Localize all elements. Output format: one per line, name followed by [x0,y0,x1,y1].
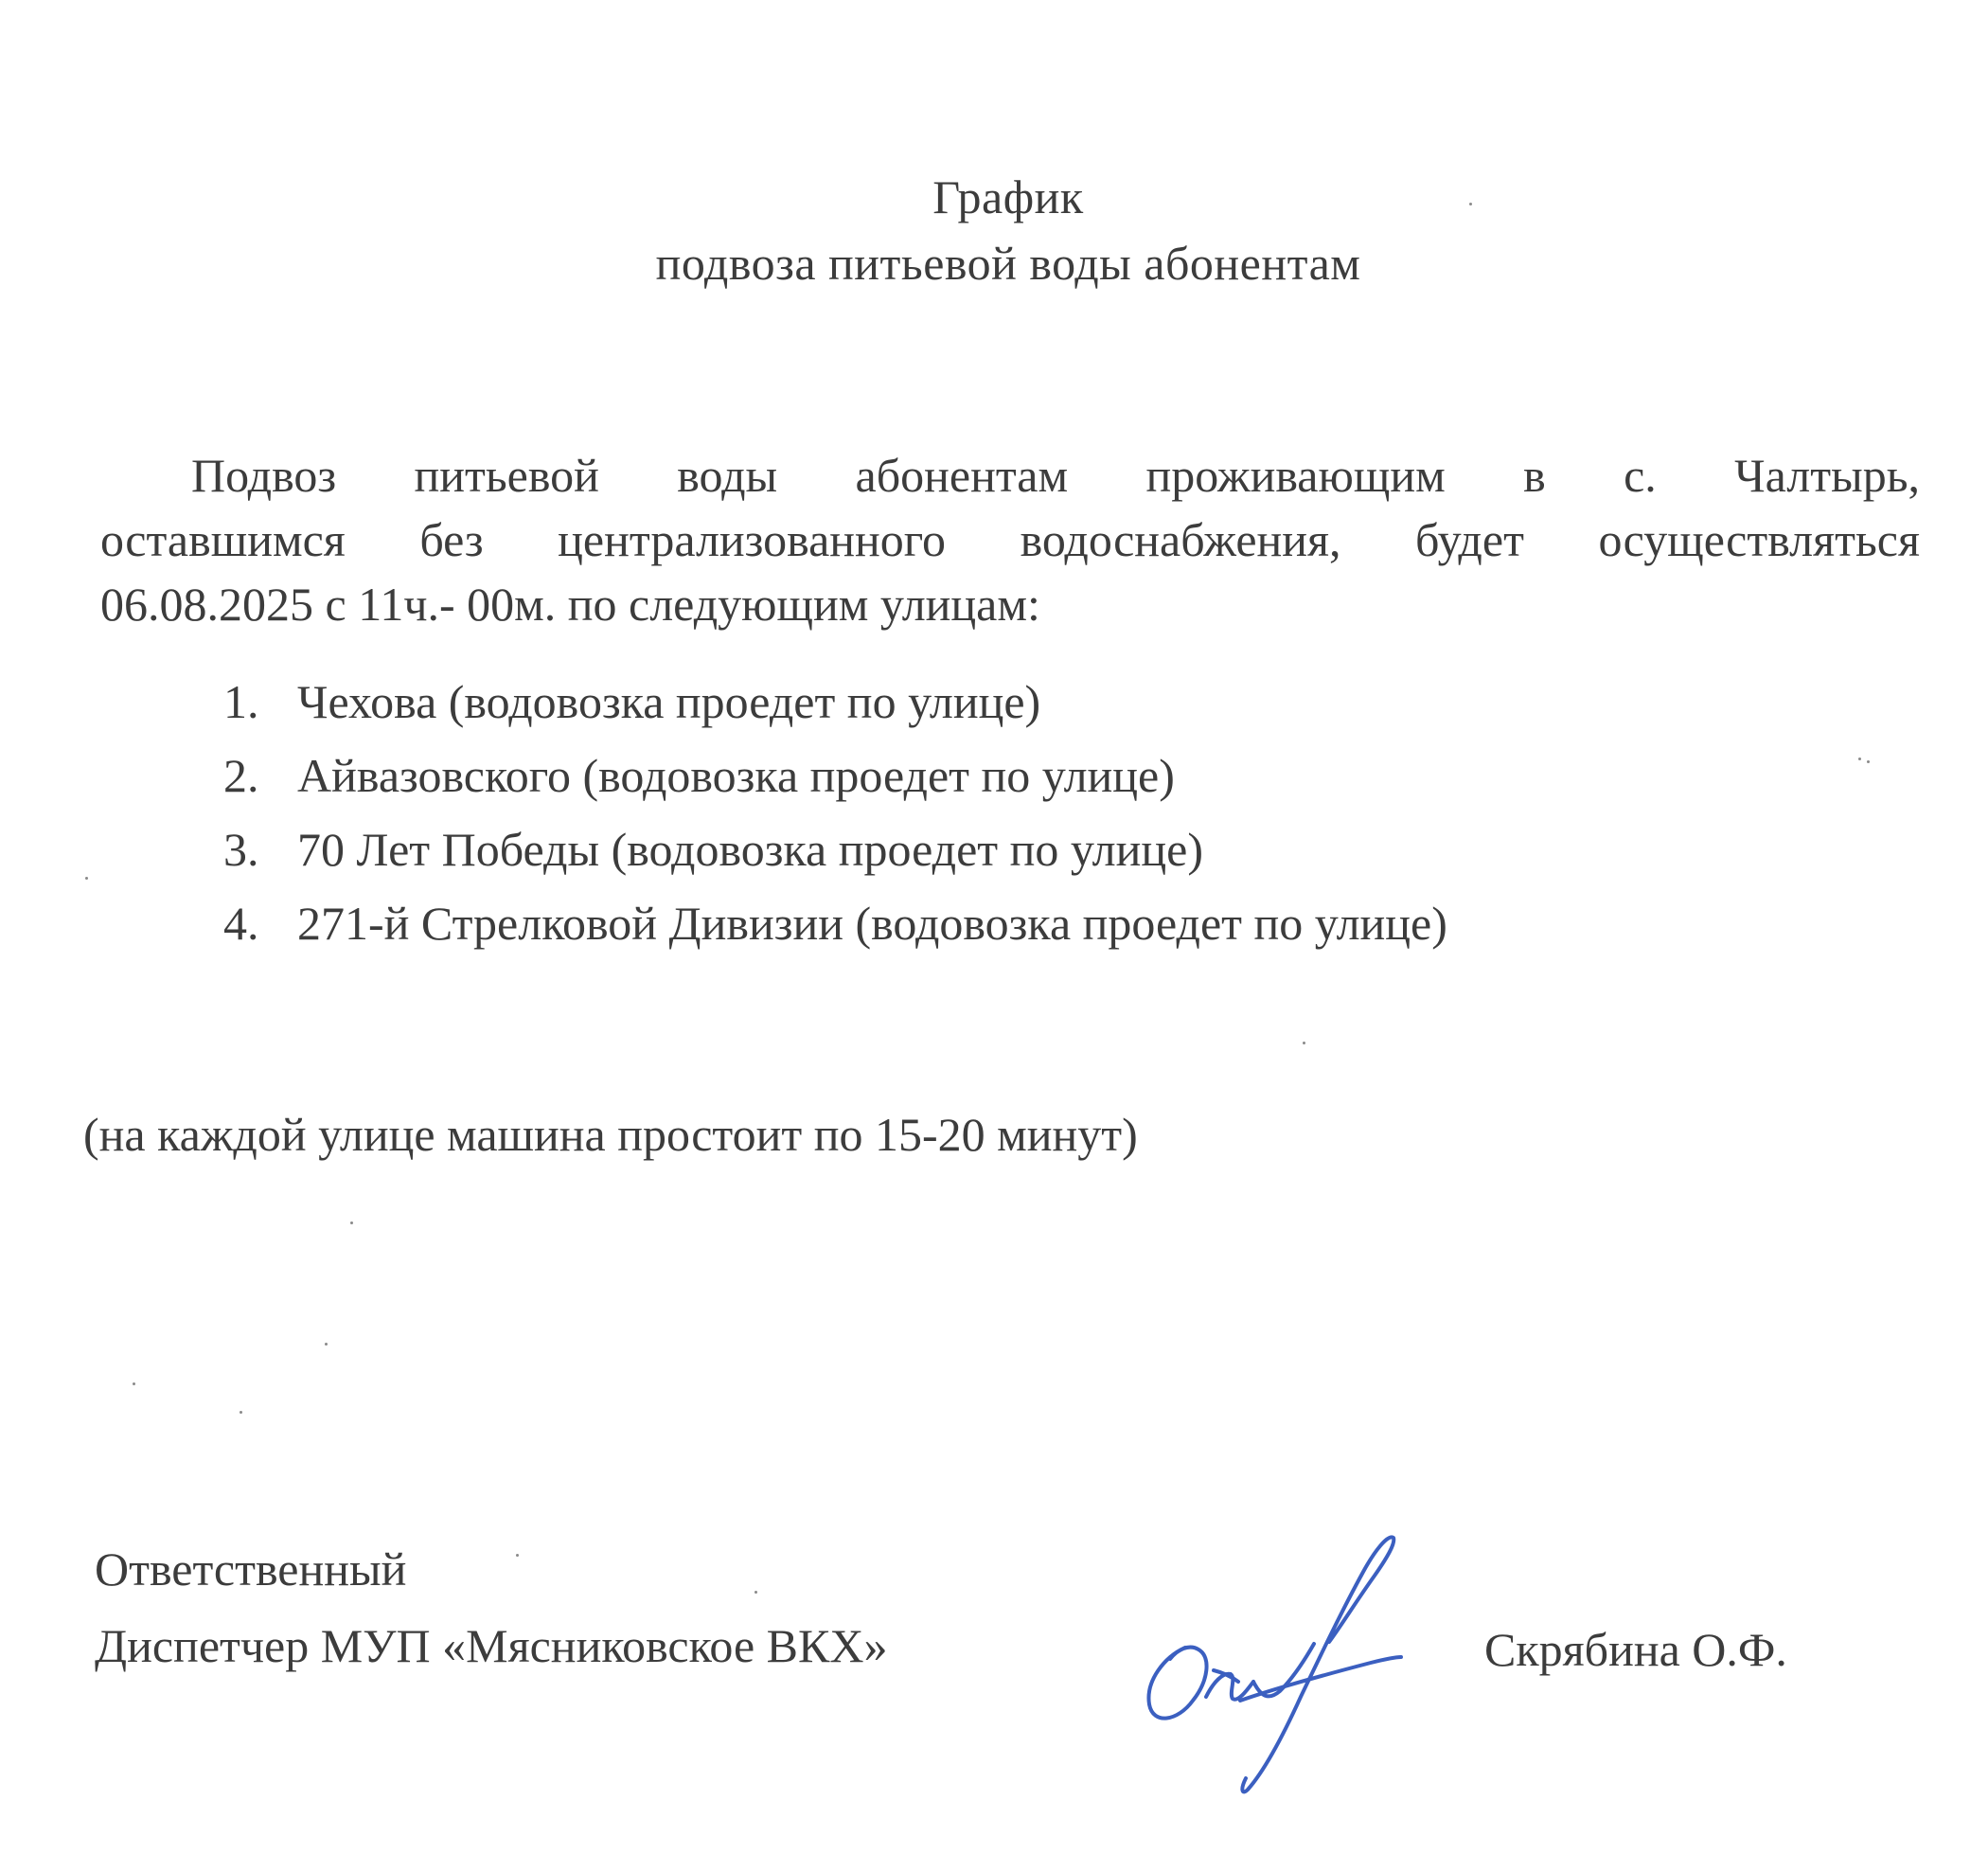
scan-speck [133,1382,135,1385]
word: питьевой [414,449,599,502]
word: без [419,513,484,566]
signature-stroke [1240,1657,1401,1701]
body-paragraph [100,443,1920,636]
scan-speck [85,877,88,880]
signer-name: Скрябина О.Ф. [1484,1623,1787,1676]
list-number: 3. [223,823,259,876]
word: воды [677,449,778,502]
body-line-1 [100,443,1920,508]
scan-speck [1867,760,1870,763]
signoff-organization: Диспетчер МУП «Мясниковское ВКХ» [95,1619,888,1672]
document-title: График [932,170,1084,223]
street-text: Айвазовского (водовозка проедет по улице) [297,749,1175,802]
signature-stroke [1148,1648,1206,1719]
body-line-2 [100,508,1920,572]
word: абонентам [855,449,1069,502]
list-number: 1. [223,675,259,728]
street-list [223,665,1833,960]
street-text: Чехова (водовозка проедет по улице) [297,675,1041,728]
list-item [223,739,1833,812]
list-item [223,665,1833,739]
word: осуществляться [1598,513,1920,566]
body-line-3: 06.08.2025 с 11ч.- 00м. по следующим улицам: [100,578,1040,631]
word: оставшимся [100,513,346,566]
document-subtitle: подвоза питьевой воды абонентам [655,237,1361,290]
scan-speck [516,1554,519,1557]
signoff-role: Ответственный [95,1542,407,1596]
street-text: 70 Лет Победы (водовозка проедет по улице) [297,823,1203,876]
word: с. [1624,449,1657,502]
duration-note: (на каждой улице машина простоит по 15-20 минут) [83,1108,1138,1161]
word: водоснабжения, [1020,513,1341,566]
scan-speck [754,1591,757,1594]
scan-speck [1303,1042,1305,1044]
word: Чалтырь, [1734,449,1920,502]
scan-speck [325,1343,328,1346]
word: централизованного [558,513,947,566]
scan-speck [1858,758,1861,760]
list-item [223,812,1833,886]
street-text: 271-й Стрелковой Дивизии (водовозка проедет по улице) [297,897,1447,950]
word: проживающим [1145,449,1446,502]
word: Подвоз [191,449,337,502]
scan-speck [1469,203,1472,205]
word: в [1523,449,1546,502]
scan-speck [240,1411,242,1414]
list-number: 2. [223,749,259,802]
handwritten-signature [1127,1515,1429,1799]
word: будет [1415,513,1524,566]
list-number: 4. [223,897,259,950]
scan-speck [350,1221,353,1224]
list-item [223,886,1833,960]
